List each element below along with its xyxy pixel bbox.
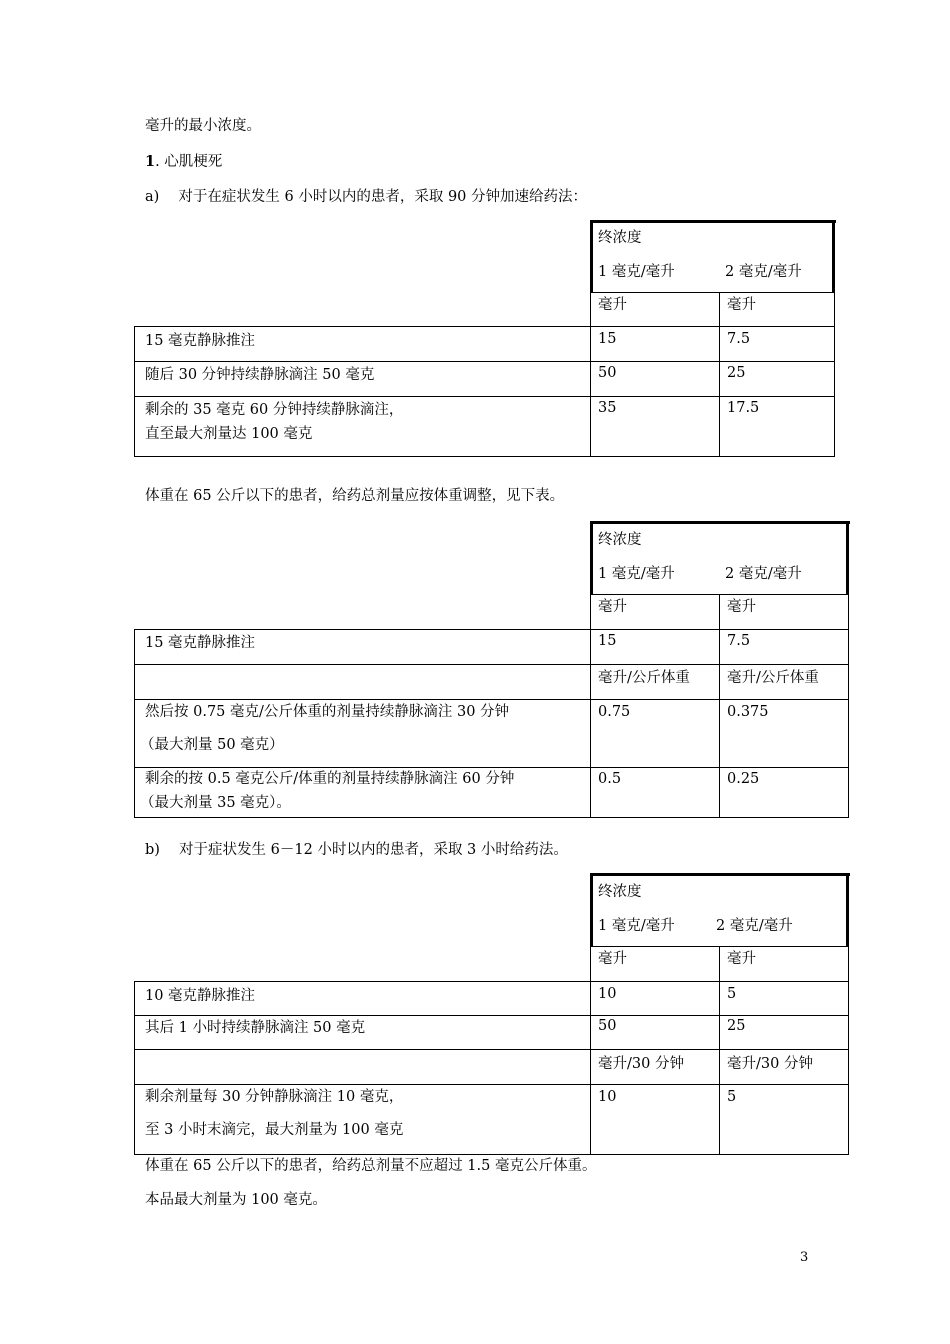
table1-col1-header: 1 毫克/毫升 [598,264,675,280]
table3-row3-v1: 10 [598,1089,617,1105]
table-row [134,664,591,700]
item-a-text: a) 对于在症状发生 6 小时以内的患者，采取 90 分钟加速给药法： [145,189,588,205]
table3-unit2: 毫升 [727,951,756,967]
table2-col2-header: 2 毫克/毫升 [725,566,802,582]
section-title: . 心肌梗死 [155,154,223,170]
table3-row1-label: 10 毫克静脉推注 [145,988,256,1004]
table2-row2-label2: （最大剂量 50 毫克） [140,737,284,753]
table2-row1-v2: 7.5 [727,633,751,649]
table2-col1-header: 1 毫克/毫升 [598,566,675,582]
table1-header-title: 终浓度 [598,230,642,246]
table2-header-title: 终浓度 [598,532,642,548]
table1-unit2: 毫升 [727,297,756,313]
table1-header-border-top [590,220,836,223]
table3-col1-header: 1 毫克/毫升 [598,918,675,934]
table1-row1-v1: 15 [598,331,617,347]
table3-row2-v2: 25 [727,1018,746,1034]
table2-row2-v2: 0.375 [727,704,769,720]
table3-header-border-top [590,873,850,876]
table3-row1-v2-cell [719,981,849,1016]
table3-header-border-left [590,873,593,947]
table3-row3-v2: 5 [727,1089,737,1105]
item-b-text: b) 对于症状发生 6－12 小时以内的患者，采取 3 小时给药法。 [145,842,568,858]
table1-row2-v2: 25 [727,365,746,381]
table3-header-title: 终浓度 [598,884,642,900]
table2-row2-v1: 0.75 [598,704,631,720]
table1-row1-v2: 7.5 [727,331,751,347]
table3-unit1: 毫升 [598,951,627,967]
table1-header-border-right [832,220,835,293]
intro-line: 毫升的最小浓度。 [145,118,261,134]
table2-row1-v1: 15 [598,633,617,649]
table2-row2-label: 然后按 0.75 毫克/公斤体重的剂量持续静脉滴注 30 分钟 [145,704,510,720]
table-row [134,1049,591,1085]
weight-adjust-note: 体重在 65 公斤以下的患者，给药总剂量应按体重调整，见下表。 [145,488,565,504]
table1-row2-label: 随后 30 分钟持续静脉滴注 50 毫克 [145,367,375,383]
table2-header-border-right [846,521,849,595]
table1-unit1: 毫升 [598,297,627,313]
table2-row1-label: 15 毫克静脉推注 [145,635,256,651]
table3-unitrow-u2: 毫升/30 分钟 [727,1056,813,1072]
table2-header-border-top [590,521,850,524]
table1-header-border-left [590,220,593,293]
max-dose-note: 本品最大剂量为 100 毫克。 [145,1192,327,1208]
table1-col2-header: 2 毫克/毫升 [725,264,802,280]
table3-row3-label2: 至 3 小时末滴完，最大剂量为 100 毫克 [145,1122,404,1138]
table3-row3-label: 剩余剂量每 30 分钟静脉滴注 10 毫克， [145,1089,404,1105]
table3-row2-v1: 50 [598,1018,617,1034]
table3-header-border-right [846,873,849,947]
table2-row3-label2: （最大剂量 35 毫克）。 [140,795,291,811]
table3-row1-v2: 5 [727,986,737,1002]
table3-row2-label: 其后 1 小时持续静脉滴注 50 毫克 [145,1020,366,1036]
table2-row3-label: 剩余的按 0.5 毫克公斤/体重的剂量持续静脉滴注 60 分钟 [145,771,515,787]
table3-row1-v1: 10 [598,986,617,1002]
table2-unitrow-u1: 毫升/公斤体重 [598,670,690,686]
table1-row2-v1: 50 [598,365,617,381]
max-weight-note: 体重在 65 公斤以下的患者，给药总剂量不应超过 1.5 毫克公斤体重。 [145,1158,597,1174]
section-number: 1 [145,153,156,170]
table2-unit2: 毫升 [727,599,756,615]
table3-unitrow-u1: 毫升/30 分钟 [598,1056,684,1072]
table3-col2-header: 2 毫克/毫升 [716,918,793,934]
table2-row3-v2: 0.25 [727,771,760,787]
table3-row3-v2-cell [719,1084,849,1155]
table2-row3-v1: 0.5 [598,771,622,787]
page-number: 3 [800,1250,809,1265]
section-heading [145,152,222,172]
table1-row3-v1: 35 [598,400,617,416]
table1-row3-label: 剩余的 35 毫克 60 分钟持续静脉滴注， [145,402,404,418]
table1-row3-v2: 17.5 [727,400,760,416]
table2-header-border-left [590,521,593,595]
table1-row3-label2: 直至最大剂量达 100 毫克 [145,426,313,442]
table2-unit1: 毫升 [598,599,627,615]
table2-unitrow-u2: 毫升/公斤体重 [727,670,819,686]
table1-row1-label: 15 毫克静脉推注 [145,333,256,349]
